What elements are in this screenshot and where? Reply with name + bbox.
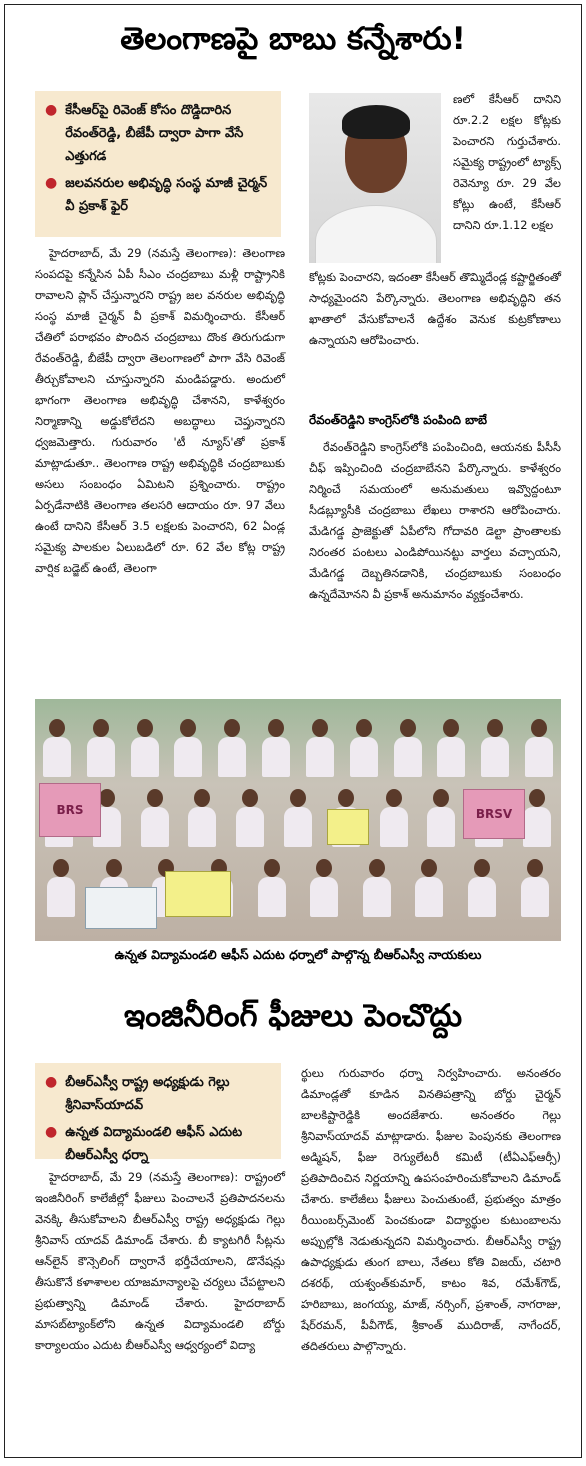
person — [41, 719, 73, 779]
person — [361, 859, 393, 919]
protest-placard — [165, 871, 231, 917]
person — [425, 789, 457, 849]
article1-column-2 — [309, 267, 561, 351]
article1-paragraph: కోట్లకు పెంచారని, ఇదంతా కేసీఆర్ తొమ్మిదేండ్ల కష్టార్జితంతో సాధ్యమైందని పేర్కొన్నారు. తెలంగాణ అభివృద్ధిని తన ఖాతాలో వేసుకోవాలనే ఉద్దేశం వెనుక కుట్రకోణాలు ఉన్నాయని ఆరోపించారు. — [309, 270, 561, 347]
person — [413, 859, 445, 919]
protest-placard — [85, 887, 157, 929]
article2-paragraph: ర్థులు గురువారం ధర్నా నిర్వహించారు. అనంతరం డిమాండ్లతో కూడిన వినతిపత్రాన్ని బోర్డు చైర్మన్ బాలకిష్టారెడ్డికి అందజేశారు. అనంతరం గెల్లు శ్రీనివాస్‌యాదవ్ మాట్లాడారు. ఫీజుల పెంపునకు తెలంగాణ అడ్మిషన్, ఫీజు రెగ్యులేటరీ కమిటీ (టీఏఎఫ్‌ఆర్సీ) ప్రతిపాదించిన నిర్ణయాన్ని ఉపసంహరించుకోవాలని డిమాండ్ చేశారు. కాలేజీలు ఫీజులు పెంచుతుంటే, ప్రభుత్వం మాత్రం రీయింబర్స్‌మెంట్ పెంచకుండా విద్యార్థుల కుటుంబాలను అప్పుల్లోకి నెడుతున్నదని విమర్శించారు. బీఆర్‌ఎస్వీ రాష్ట్ర ఉపాధ్యక్షుడు తుంగ బాలు, నేతలు కోతి విజయ్, చటారి దశరథ్, యశ్వంత్‌కుమార్, కాటం శివ, రమేశ్‌గౌడ్, హరిబాబు, జంగయ్య, మాజ్, నర్సింగ్, ప్రశాంత్, నాగరాజు, షేర్‌రమన్, పీవీగౌడ్, శ్రీకాంత్ ముదిరాజ్, నాగేందర్, తదితరులు పాల్గొన్నారు. — [301, 1066, 561, 1353]
brs-flag-left: BRS — [39, 783, 101, 837]
article1-highlight-item — [45, 172, 269, 218]
article2-column-2 — [301, 1063, 561, 1357]
person — [45, 859, 77, 919]
highlight-text: ఉన్నత విద్యామండలి ఆఫీస్ ఎదుట బీఆర్‌ఎస్వీ ధర్నా — [65, 1125, 243, 1163]
photo-caption: ఉన్నత విద్యామండలి ఆఫీస్ ఎదుట ధర్నాలో పాల్గొన్న బీఆర్‌ఎస్వీ నాయకులు — [114, 947, 482, 962]
article1-paragraph: రేవంత్‌రెడ్డిని కాంగ్రెస్‌లోకి పంపించింది, ఆయనకు పీసీసీ చీఫ్ ఇప్పించింది చంద్రబాబేనని పేర్కొన్నారు. కాళేశ్వరం నిర్మించే సమయంలో అనుమతులు ఇవ్వొద్దంటూ సీడబ్ల్యూసీకి చంద్రబాబు లేఖలు రాశారని ఆరోపించారు. మేడిగడ్డ ప్రాజెక్టుతో ఏపీలోని గోదావరి డెల్టా ప్రాంతాలకు నిరంతర పంటలు ఎండిపోయినట్టు వార్తలు వచ్చాయని, మేడిగడ్డ దెబ్బతినడానికి, చంద్రబాబుకు సంబంధం ఉన్నదేమోనని వీ ప్రకాశ్ అనుమానం వ్యక్తంచేశారు. — [309, 440, 561, 601]
person — [260, 719, 292, 779]
portrait-shirt — [315, 205, 437, 263]
highlight-text: కేసీఆర్‌పై రివెంజ్ కోసం దొడ్డిదారిన రేవంత్‌రెడ్డి, బీజేపీ ద్వారా పాగా వేసే ఎత్తుగడ — [65, 103, 244, 164]
article1-headline: తెలంగాణపై బాబు కన్నేశారు! — [120, 21, 466, 57]
bullet-icon: ● — [45, 1124, 58, 1140]
brsv-flag-right: BRSV — [463, 789, 525, 839]
portrait-hair — [342, 105, 410, 139]
article2-headline: ఇంజినీరింగ్ ఫీజులు పెంచొద్దు — [123, 998, 463, 1034]
person — [256, 859, 288, 919]
portrait-photo — [309, 93, 441, 263]
article1-highlight-box — [35, 91, 281, 237]
protest-photo — [35, 699, 561, 941]
newspaper-page — [4, 4, 582, 1458]
article1-column-2-part2 — [309, 437, 561, 605]
bullet-icon: ● — [45, 1074, 58, 1090]
person — [282, 789, 314, 849]
article1-column-1 — [35, 243, 285, 579]
person — [519, 859, 551, 919]
person — [172, 719, 204, 779]
article1-paragraph: ణలో కేసీఆర్ దానిని రూ.2.2 లక్షల కోట్లకు పెంచారని గుర్తుచేశారు. సమైక్య రాష్ట్రంలో ట్యాక్స్ రెవెన్యూ రూ. 29 వేల కోట్లు ఉంటే, కేసీఆర్ దానిని రూ.1.12 లక్షల — [453, 92, 561, 232]
person — [129, 719, 161, 779]
person — [523, 719, 555, 779]
highlight-text: బీఆర్‌ఎస్వీ రాష్ట్ర అధ్యక్షుడు గెల్లు శ్రీనివాస్‌యాదవ్ — [65, 1075, 230, 1113]
person — [308, 859, 340, 919]
protest-placard — [327, 809, 369, 845]
person — [435, 719, 467, 779]
person — [466, 859, 498, 919]
person — [392, 719, 424, 779]
person — [139, 789, 171, 849]
article2-highlight-item — [45, 1071, 269, 1117]
person — [85, 719, 117, 779]
person — [234, 789, 266, 849]
person — [186, 789, 218, 849]
bullet-icon: ● — [45, 102, 58, 118]
article1-subhead: రేవంత్‌రెడ్డిని కాంగ్రెస్‌లోకి పంపింది బాబే — [309, 413, 488, 427]
person — [304, 719, 336, 779]
article1-paragraph: హైదరాబాద్, మే 29 (నమస్తే తెలంగాణ): తెలంగాణ సంపదపై కన్నేసిన ఏపీ సీఎం చంద్రబాబు మళ్లీ రాష్ట్రానికి రావాలని ప్లాన్ చేస్తున్నారని రాష్ట్ర జల వనరుల అభివృద్ధి సంస్థ మాజీ చైర్మన్ వీ ప్రకాశ్ విమర్శించారు. కేసీఆర్ చేతిలో పరాభవం పొందిన చంద్రబాబు దొంక తిరుగుడుగా రేవంత్‌రెడ్డి, బీజేపీ ద్వారా తెలంగాణలో పాగా వేసి రివెంజ్ తీర్చుకోవాలని చూస్తున్నారని మండిపడ్డారు. అందులో భాగంగా తెలంగాణ అభివృద్ధి చేశానని, కాళేశ్వరం నిర్మాణాన్ని అడ్డుకోలేదని అబద్ధాలు చెప్తున్నారని ధ్వజమెత్తారు. గురువారం 'టీ న్యూస్'తో ప్రకాశ్ మాట్లాడుతూ.. తెలంగాణ రాష్ట్ర అభివృద్ధికి చంద్రబాబుకు అసలు సంబంధం ఏమిటని ప్రశ్నించారు. రాష్ట్రం ఏర్పడేనాటికి తెలంగాణ తలసరి ఆదాయం రూ. 97 వేలు ఉంటే దానిని కేసీఆర్ 3.5 లక్షలకు పెంచారని, 62 ఏండ్ల సమైక్య పాలకుల ఏలుబడిలో రూ. 62 వేల కోట్ల రాష్ట్ర వార్షిక బడ్జెట్ ఉంటే, తెలంగా — [35, 246, 285, 575]
article2-column-1 — [35, 1167, 285, 1356]
person — [479, 719, 511, 779]
article2-highlight-item — [45, 1121, 269, 1167]
person — [216, 719, 248, 779]
article2-paragraph: హైదరాబాద్, మే 29 (నమస్తే తెలంగాణ): రాష్ట్రంలో ఇంజినీరింగ్ కాలేజీల్లో ఫీజులు పెంచాలనే ప్రతిపాదనలను వెనక్కి తీసుకోవాలని బీఆర్‌ఎస్వీ రాష్ట్ర అధ్యక్షుడు గెల్లు శ్రీనివాస్ యాదవ్ డిమాండ్ చేశారు. బీ క్యాటగిరీ సీట్లను ఆన్‌లైన్ కౌన్సెలింగ్ ద్వారానే భర్తీచేయాలని, డొనేషన్లు తీసుకొనే కళాశాలల యాజమాన్యాలపై చర్యలు చేపట్టాలని ప్రభుత్వాన్ని డిమాండ్ చేశారు. హైదరాబాద్ మాసబ్‌ట్యాంక్‌లోని ఉన్నత విద్యామండలి బోర్డు కార్యాలయం ఎదుట బీఆర్‌ఎస్వీ ఆధ్వర్యంలో విద్యా — [35, 1170, 285, 1352]
person — [378, 789, 410, 849]
person — [348, 719, 380, 779]
crowd-back-row — [35, 719, 561, 779]
article2-highlight-box — [35, 1063, 281, 1163]
person — [521, 789, 553, 849]
article1-highlight-item — [45, 99, 269, 168]
article1-column-2-top — [453, 89, 561, 236]
highlight-text: జలవనరుల అభివృద్ధి సంస్థ మాజీ చైర్మన్ వీ ప్రకాశ్ ఫైర్ — [65, 176, 268, 214]
bullet-icon: ● — [45, 175, 58, 191]
